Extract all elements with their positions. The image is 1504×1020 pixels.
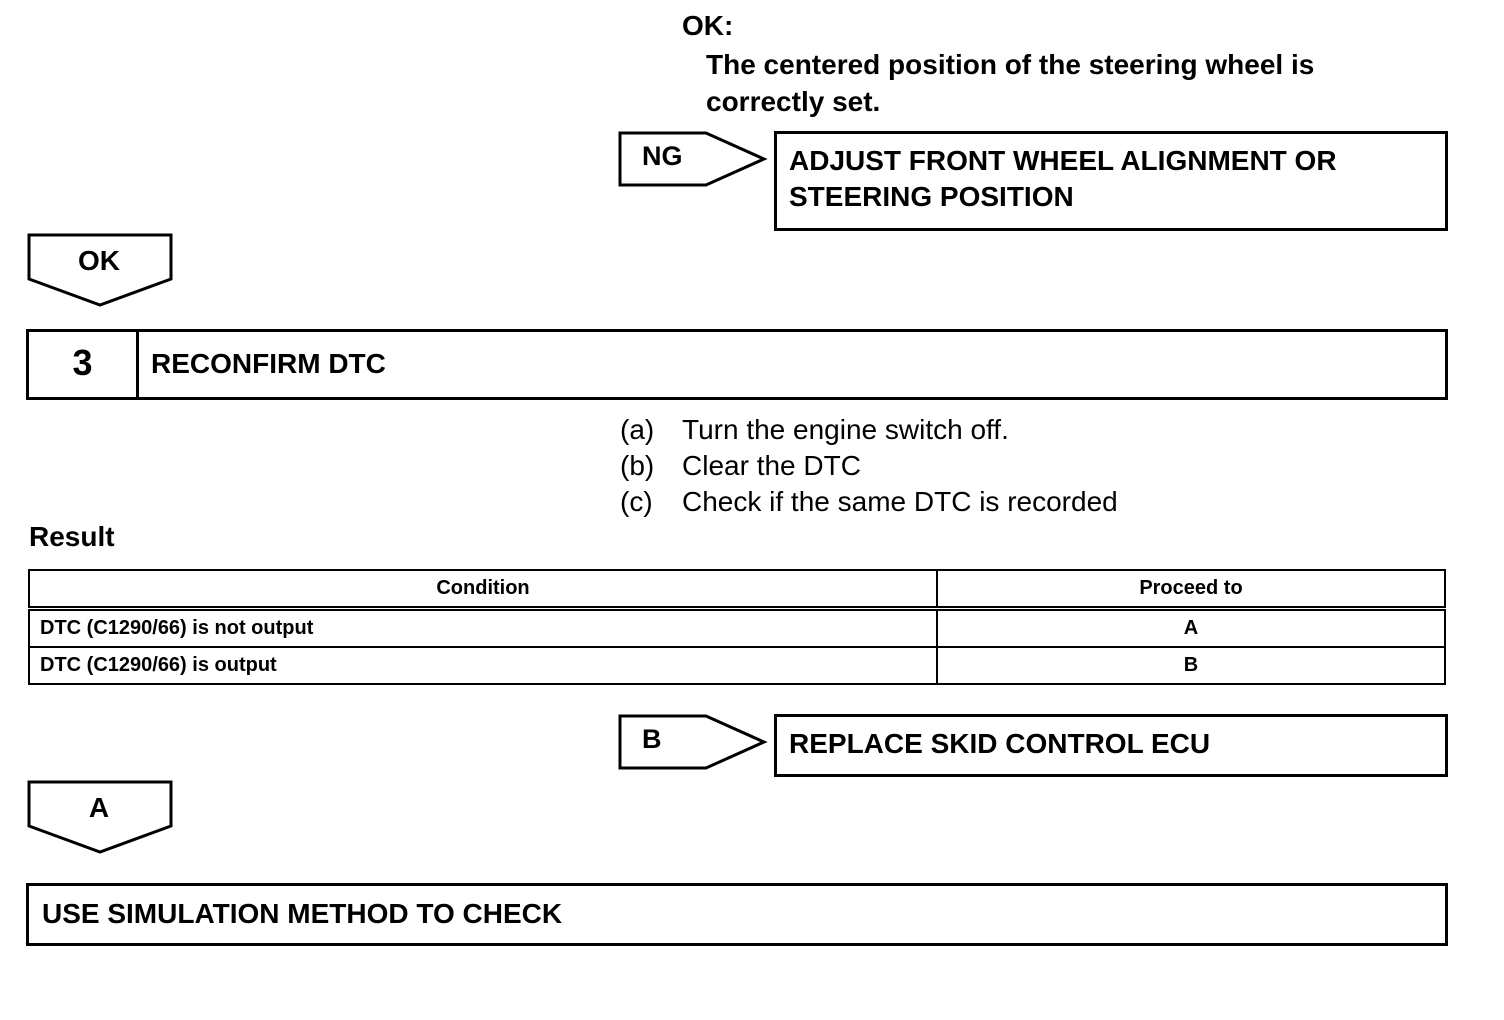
ng-tag-label: NG — [642, 141, 683, 171]
simulation-method-label: USE SIMULATION METHOD TO CHECK — [42, 898, 563, 929]
adjust-alignment-action-box[interactable] — [774, 131, 1448, 231]
ok-down-arrow-tag[interactable] — [27, 233, 175, 309]
procedure-text: Turn the engine switch off. — [682, 414, 1009, 445]
procedure-text: Clear the DTC — [682, 450, 861, 481]
simulation-method-action-box[interactable] — [26, 883, 1448, 946]
b-arrow-tag[interactable] — [618, 714, 768, 774]
ok-tag-label: OK — [78, 245, 120, 276]
right-arrow-tag-icon — [618, 131, 768, 191]
procedure-letter: (b) — [620, 450, 655, 481]
right-arrow-tag-icon — [618, 714, 768, 774]
adjust-alignment-line2: STEERING POSITION — [789, 181, 1074, 212]
step3-header — [26, 329, 1448, 400]
procedure-letter: (c) — [620, 486, 653, 517]
adjust-alignment-line1: ADJUST FRONT WHEEL ALIGNMENT OR — [789, 145, 1337, 176]
procedure-text: Check if the same DTC is recorded — [682, 486, 1118, 517]
procedure-item — [620, 448, 1118, 484]
a-down-arrow-tag[interactable] — [27, 780, 175, 856]
condition-cell: DTC (C1290/66) is output — [29, 647, 937, 684]
step-title: RECONFIRM DTC — [151, 348, 386, 379]
result-table — [28, 569, 1446, 685]
condition-cell: DTC (C1290/66) is not output — [29, 609, 937, 648]
a-tag-label: A — [88, 792, 110, 823]
table-header-row — [29, 570, 1445, 609]
ok-criterion-label: OK: — [682, 10, 734, 41]
table-row — [29, 647, 1445, 684]
b-tag-label: B — [642, 724, 662, 754]
proceed-cell: A — [937, 609, 1445, 648]
proceed-cell: B — [937, 647, 1445, 684]
procedure-letter: (a) — [620, 414, 655, 445]
replace-ecu-action-box[interactable] — [774, 714, 1448, 777]
procedure-item — [620, 412, 1118, 448]
proceed-header: Proceed to — [937, 570, 1445, 609]
procedure-list — [620, 412, 1118, 520]
condition-header: Condition — [29, 570, 937, 609]
procedure-item — [620, 484, 1118, 520]
replace-ecu-label: REPLACE SKID CONTROL ECU — [789, 728, 1211, 759]
table-row — [29, 609, 1445, 648]
step-number: 3 — [29, 332, 139, 397]
result-heading: Result — [29, 521, 115, 552]
ok-criterion-text: The centered position of the steering wheel is correctly set. — [706, 49, 1315, 117]
ng-arrow-tag[interactable] — [618, 131, 768, 191]
